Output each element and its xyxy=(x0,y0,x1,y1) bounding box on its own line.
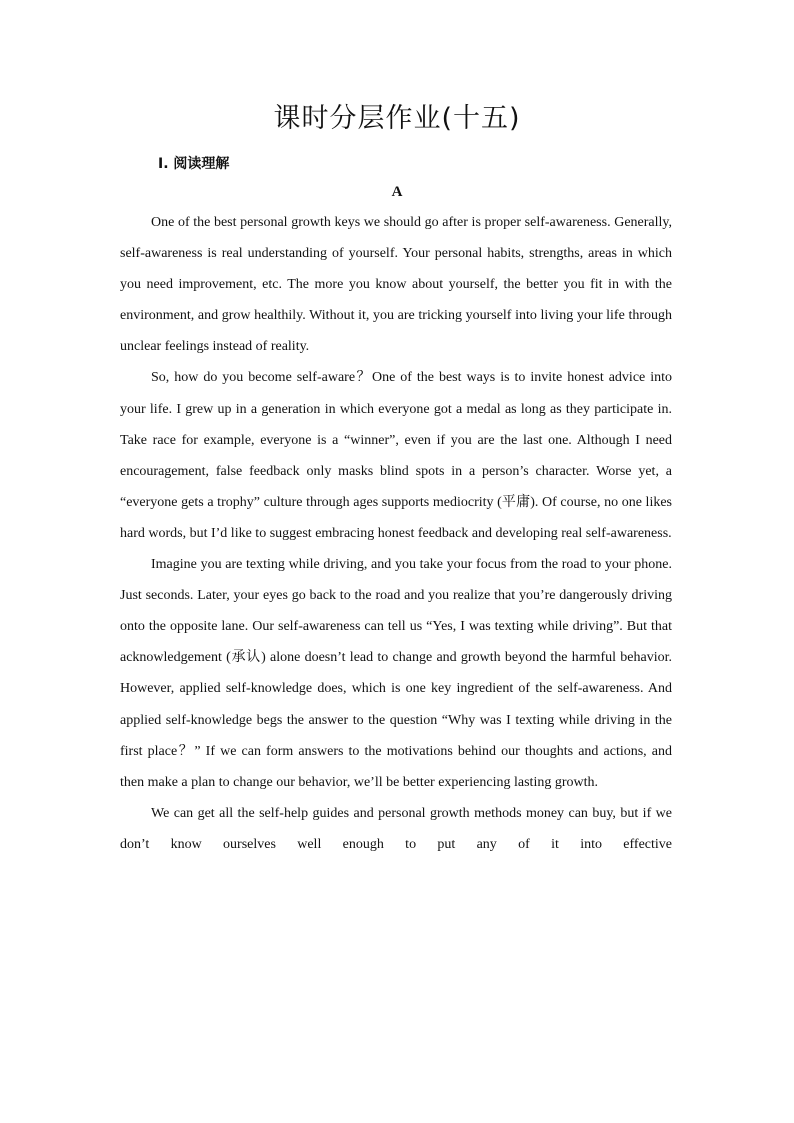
page-title: 课时分层作业(十五) xyxy=(273,103,521,134)
paragraph-1: One of the best personal growth keys we should go after is proper self-awareness. Generally, self-awareness is real understanding of yourself. Your personal habits, strengths, areas in which you need improvement, etc. The more you know about yourself, the better you fit in with the environment, and grow healthily. Without it, you are tricking yourself into living your life through unclear feelings instead of reality. xyxy=(120,215,672,355)
passage-label: A xyxy=(391,184,403,200)
paragraph-3: Imagine you are texting while driving, and you take your focus from the road to your phone. Just seconds. Later, your eyes go back to the road and you realize that you’re dangerously driving onto the opposite lane. Our self-awareness can tell us “Yes, I was texting while driving”. But that acknowledgement (承认) alone doesn’t lead to change and growth beyond the harmful behavior. However, applied self-knowledge does, which is one key ingredient of the self-awareness. And applied self-knowledge begs the answer to the question “Why was I texting while driving in the first place？” If we can form answers to the motivations behind our thoughts and actions, and then make a plan to change our behavior, we’ll be better experiencing lasting growth. xyxy=(120,557,672,790)
paragraph-2: So, how do you become self-aware？One of the best ways is to invite honest advice into your life. I grew up in a generation in which everyone got a medal as long as they participate in. Take race for example, everyone is a “winner”, even if you are the last one. Although I need encouragement, false feedback only masks blind spots in a person’s character. Worse yet, a “everyone gets a trophy” culture through ages supports mediocrity (平庸). Of course, no one likes hard words, but I’d like to suggest embracing honest feedback and developing real self-awareness. xyxy=(120,370,672,541)
section-heading: Ⅰ. 阅读理解 xyxy=(158,156,230,172)
paragraph-4: We can get all the self-help guides and personal growth methods money can buy, but if we don’t know ourselves well enough to put any of it into effective xyxy=(120,805,672,852)
passage-body xyxy=(120,207,672,860)
